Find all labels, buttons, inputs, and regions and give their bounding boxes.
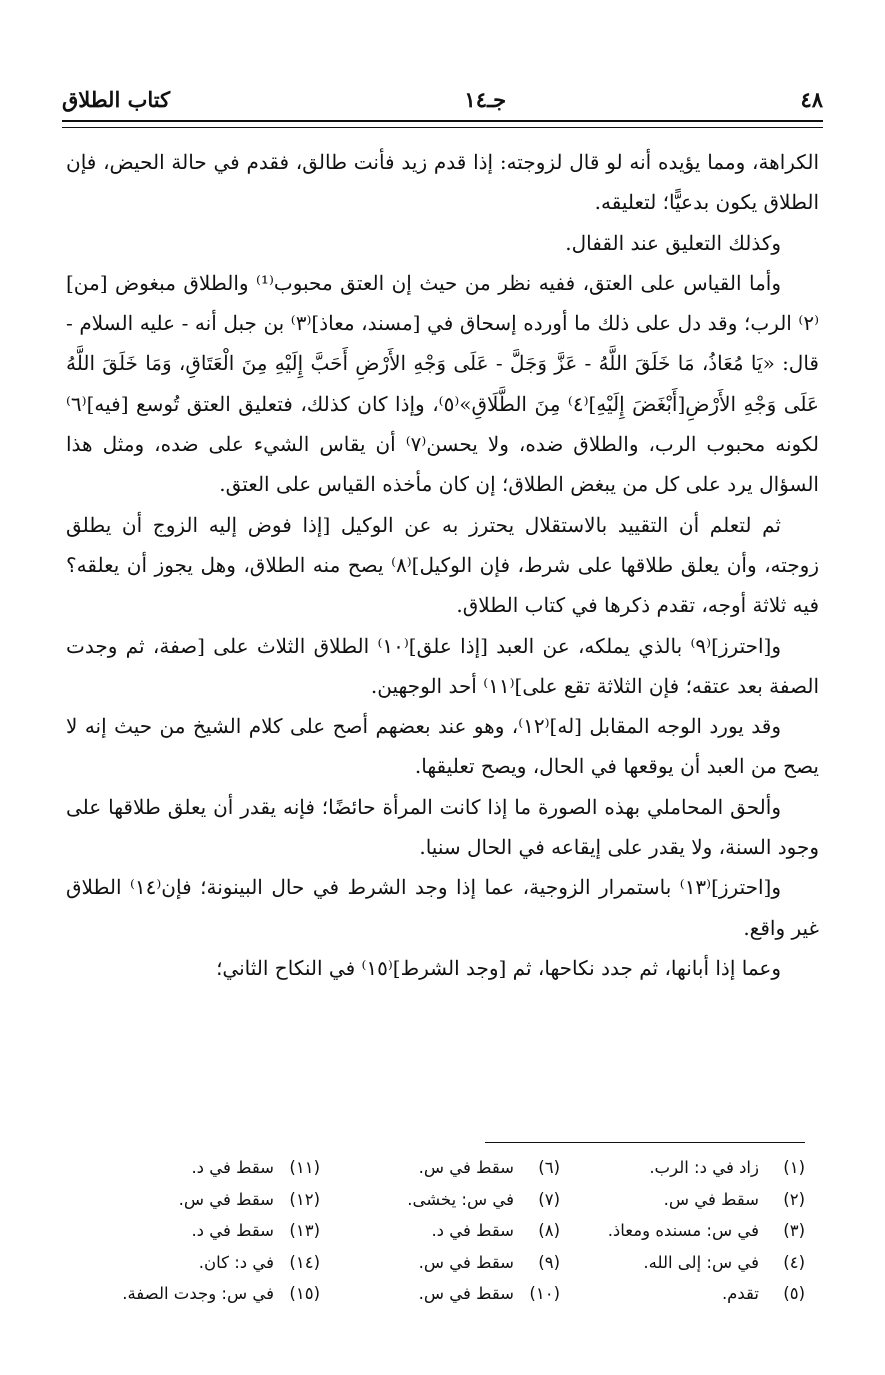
footnote-number: (٣) <box>783 1221 805 1240</box>
footnote-text: سقط في د. <box>431 1221 514 1240</box>
footnote-text: سقط في س. <box>418 1158 514 1177</box>
paragraph: و[احترز]⁽١٣⁾ باستمرار الزوجية، عما إذا وجد الشرط في حال البينونة؛ فإن⁽١٤⁾ الطلاق غير واقع. <box>66 875 819 940</box>
footnote-text: في س: وجدت الصفة. <box>122 1284 274 1303</box>
footnote-number: (٢) <box>783 1189 805 1209</box>
footnote-number: (١٣) <box>289 1221 320 1240</box>
footnote-number: (١٠) <box>529 1284 560 1303</box>
footnote <box>320 1152 560 1184</box>
footnote <box>320 1278 560 1310</box>
footnote <box>560 1152 805 1184</box>
footnote <box>66 1184 320 1216</box>
footnote-text: سقط في د. <box>191 1221 274 1240</box>
footnote <box>66 1247 320 1279</box>
footnote <box>560 1215 805 1247</box>
footnote-text: سقط في س. <box>663 1189 759 1209</box>
footnote-text: في س: يخشى. <box>407 1189 514 1209</box>
paragraph: وقد يورد الوجه المقابل [له]⁽١٢⁾، وهو عند بعضهم أصح على كلام الشيخ من حيث إنه لا يصح من العبد أن يوقعها في الحال، ويصح تعليقها. <box>66 714 819 779</box>
footnote-number: (٦) <box>538 1158 560 1177</box>
footnote <box>66 1278 320 1310</box>
paragraph: وعما إذا أبانها، ثم جدد نكاحها، ثم [وجد الشرط]⁽١٥⁾ في النكاح الثاني؛ <box>216 955 781 980</box>
footnote-text: زاد في د: الرب. <box>649 1158 759 1177</box>
footnote-number: (٥) <box>783 1284 805 1303</box>
footnote-number: (٩) <box>538 1252 560 1272</box>
paragraph: الكراهة، ومما يؤيده أنه لو قال لزوجته: إذا قدم زيد فأنت طالق، فقدم في حالة الحيض، فإن الطلاق يكون بدعيًّا؛ لتعليقه. <box>66 150 819 215</box>
footnote <box>560 1278 805 1310</box>
header-divider <box>62 120 823 128</box>
footnotes <box>66 1152 805 1310</box>
footnote-number: (٤) <box>783 1252 805 1272</box>
paragraph: و[احترز]⁽٩⁾ بالذي يملكه، عن العبد [إذا علق]⁽١٠⁾ الطلاق الثلاث على [صفة، ثم وجدت الصفة بعد عتقه؛ فإن الثلاثة تقع على]⁽١١⁾ أحد الوجهين. <box>66 633 819 698</box>
footnote-text: تقدم. <box>721 1284 759 1303</box>
paragraph: ثم لتعلم أن التقييد بالاستقلال يحترز به عن الوكيل [إذا فوض إليه الزوج أن يطلق زوجته، وأن يعلق طلاقها على شرط، فإن الوكيل]⁽٨⁾ يصح منه الطلاق، وهل يجوز أن يعلقه؟ فيه ثلاثة أوجه، تقدم ذكرها في كتاب الطلاق. <box>66 512 819 618</box>
footnote <box>66 1152 320 1184</box>
footnote <box>320 1184 560 1216</box>
footnote-column <box>66 1152 320 1310</box>
footnote-text: سقط في س. <box>418 1284 514 1303</box>
footnote-number: (١١) <box>289 1158 320 1177</box>
footnote-number: (١٥) <box>289 1284 320 1303</box>
volume-label: جـ١٤ <box>464 86 507 112</box>
footnote-number: (٧) <box>538 1189 560 1209</box>
main-text <box>66 142 819 988</box>
footnote-number: (٨) <box>538 1221 560 1240</box>
footnote <box>66 1215 320 1247</box>
footnote-number: (١) <box>783 1158 805 1177</box>
footnote-number: (١٤) <box>289 1252 320 1272</box>
footnote-text: سقط في س. <box>418 1252 514 1272</box>
footnote-divider <box>485 1142 805 1143</box>
page-number: ٤٨ <box>800 86 823 112</box>
footnote <box>320 1215 560 1247</box>
footnote-text: في س: مسنده ومعاذ. <box>607 1221 759 1240</box>
footnote <box>560 1184 805 1216</box>
paragraph: وكذلك التعليق عند القفال. <box>565 230 781 255</box>
page-header <box>62 84 823 114</box>
footnote-number: (١٢) <box>289 1189 320 1209</box>
footnote-column <box>320 1152 560 1310</box>
footnote-text: سقط في د. <box>191 1158 274 1177</box>
footnote-text: سقط في س. <box>178 1189 274 1209</box>
paragraph: وألحق المحاملي بهذه الصورة ما إذا كانت المرأة حائضًا؛ فإنه يقدر أن يعلق طلاقها على وجود السنة، ولا يقدر على إيقاعه في الحال سنيا. <box>66 794 819 860</box>
paragraph: وأما القياس على العتق، ففيه نظر من حيث إن العتق محبوب⁽¹⁾ والطلاق مبغوض [من]⁽٢⁾ الرب؛ وقد دل على ذلك ما أورده إسحاق في [مسند، معاذ]⁽٣⁾ بن جبل أنه - عليه السلام - قال: «يَا مُعَاذُ، مَا خَلَقَ اللَّهُ - عَزَّ وَجَلَّ - عَلَى وَجْهِ الأَرْضِ أَحَبَّ إِلَيْهِ مِنَ الْعَتَاقِ، وَمَا خَلَقَ اللَّهُ عَلَى وَجْهِ الأَرْضِ[أَبْغَضَ إِلَيْهِ]⁽٤⁾ مِنَ الطَّلَاقِ»⁽٥⁾، وإذا كان كذلك، فتعليق العتق تُوسع [فيه]⁽٦⁾ لكونه محبوب الرب، والطلاق ضده، ولا يحسن⁽٧⁾ أن يقاس الشيء على ضده، ومثل هذا السؤال يرد على كل من يبغض الطلاق؛ إن كان مأخذه القياس على العتق. <box>66 270 819 497</box>
footnote-text: في د: كان. <box>198 1252 274 1272</box>
footnote <box>560 1247 805 1279</box>
footnote-text: في س: إلى الله. <box>643 1252 759 1272</box>
book-title: كتاب الطلاق <box>62 86 171 112</box>
footnote-column <box>560 1152 805 1310</box>
footnote <box>320 1247 560 1279</box>
